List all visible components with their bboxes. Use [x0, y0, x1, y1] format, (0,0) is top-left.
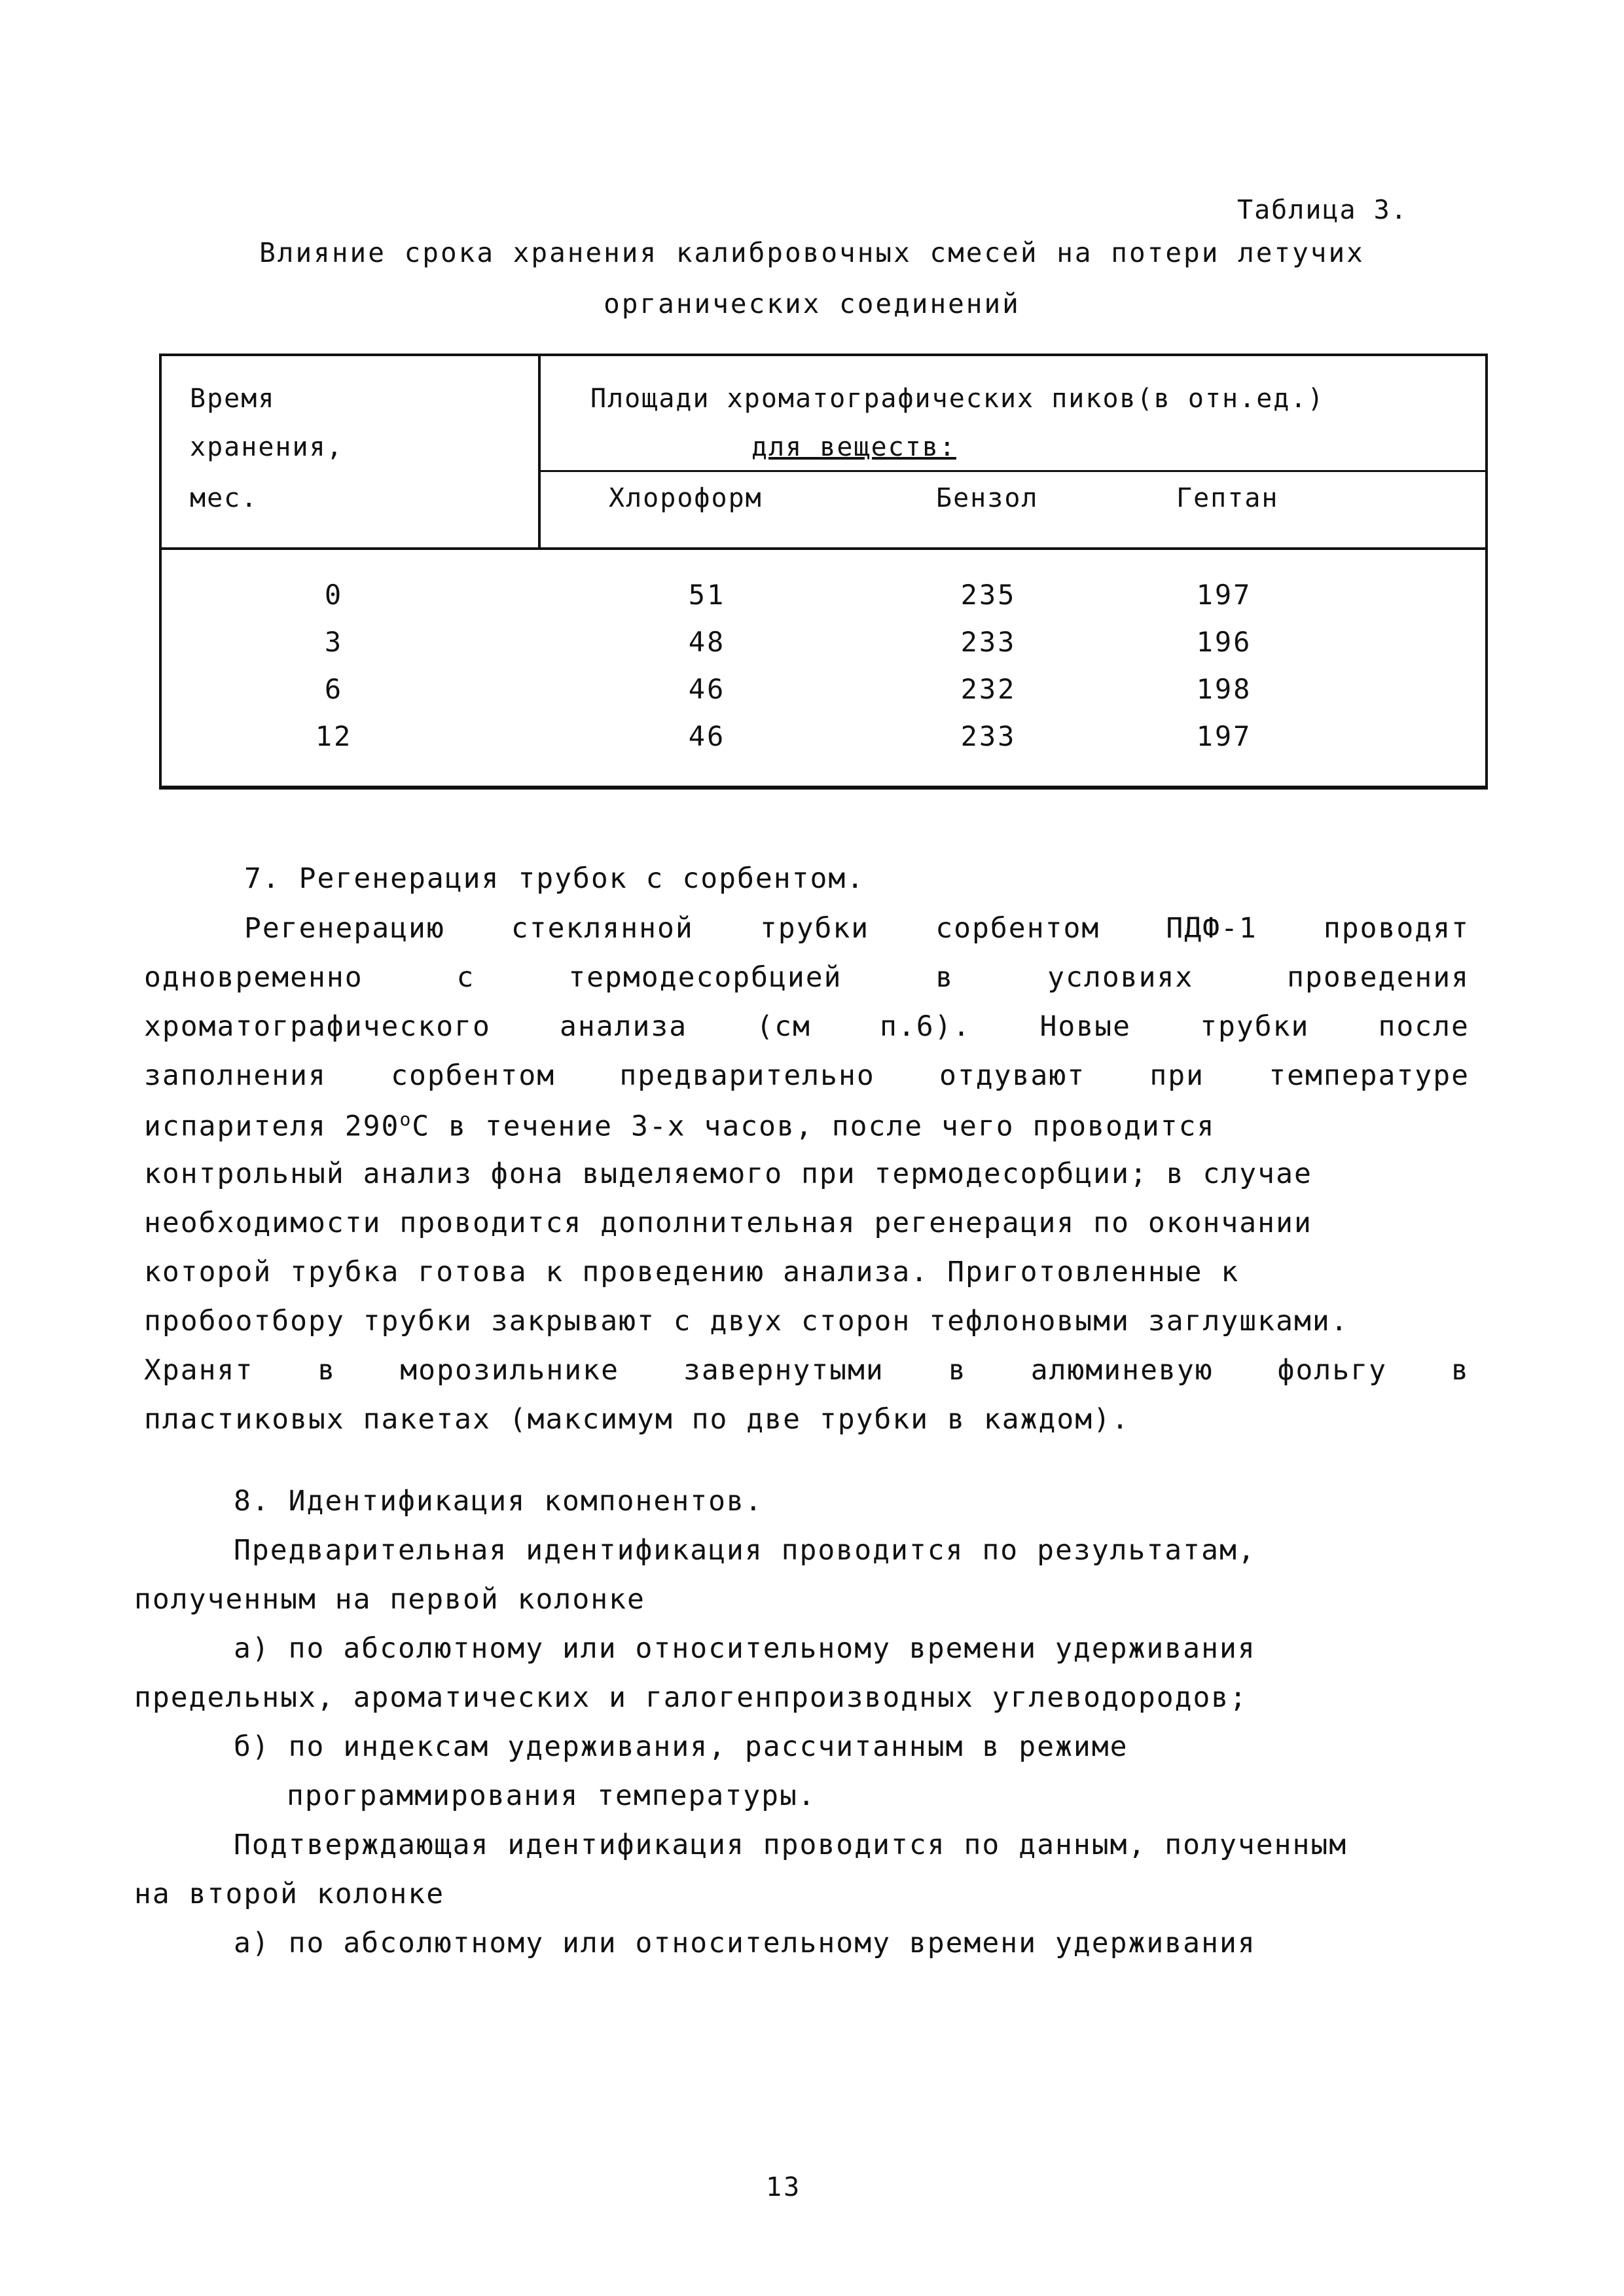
- word: условиях: [1047, 961, 1194, 994]
- line-text: испарителя 290: [144, 1110, 400, 1143]
- header-chloroform: Хлороформ: [609, 483, 763, 513]
- section-7-line: [144, 961, 1470, 994]
- word: в: [1451, 1354, 1470, 1387]
- cell-benzene: 235: [960, 579, 1017, 611]
- word: термодесорбцией: [568, 961, 842, 994]
- word: в: [948, 1354, 967, 1387]
- header-time-line3: мес.: [190, 483, 259, 513]
- header-benzene: Бензол: [936, 483, 1039, 513]
- word: Новые: [1039, 1010, 1131, 1043]
- cell-chloroform: 46: [688, 720, 726, 752]
- word: в: [935, 961, 954, 994]
- word: фольгу: [1277, 1354, 1387, 1387]
- word: алюминевую: [1030, 1354, 1214, 1387]
- section-7-line: контрольный анализ фона выделяемого при термодесорбции; в случае: [144, 1157, 1312, 1190]
- header-areas-line2: для веществ:: [751, 432, 956, 462]
- section-7-line: пластиковых пакетах (максимум по две трубки в каждом).: [144, 1403, 1130, 1436]
- word: анализа: [559, 1010, 688, 1043]
- section-8-line: программирования температуры.: [287, 1779, 816, 1812]
- table-bottom-border: [159, 786, 1488, 790]
- section-8-line: Подтверждающая идентификация проводится по данным, полученным: [234, 1829, 1348, 1861]
- table-title-line2: органических соединений: [604, 288, 1020, 319]
- word: Регенерацию: [244, 912, 445, 945]
- header-areas-line1: Площади хроматографических пиков(в отн.ед.): [590, 384, 1325, 414]
- line-text: С в течение 3-х часов, после чего проводится: [412, 1110, 1216, 1143]
- word: отдувают: [939, 1059, 1086, 1092]
- word: проведения: [1287, 961, 1470, 994]
- word: завернутыми: [683, 1354, 884, 1387]
- cell-heptane: 198: [1196, 673, 1252, 705]
- cell-heptane: 196: [1196, 626, 1252, 658]
- section-8-line: б) по индексам удерживания, рассчитанным в режиме: [234, 1730, 1128, 1763]
- word: трубки: [759, 912, 870, 945]
- table-top-border: [159, 354, 1488, 356]
- page-number: 13: [766, 2172, 802, 2202]
- word: сорбентом: [391, 1059, 556, 1092]
- word: с: [456, 961, 475, 994]
- word: при: [1149, 1059, 1204, 1092]
- table-subheader-divider: [538, 470, 1487, 472]
- word: стеклянной: [511, 912, 694, 945]
- cell-chloroform: 51: [688, 579, 726, 611]
- section-7-line: [144, 1010, 1470, 1043]
- cell-time: 3: [324, 626, 344, 658]
- table-column-divider: [538, 354, 541, 550]
- table-right-border: [1485, 354, 1488, 790]
- cell-benzene: 233: [960, 720, 1017, 752]
- word: Хранят: [144, 1354, 254, 1387]
- word: сорбентом: [935, 912, 1100, 945]
- word: одновременно: [144, 961, 363, 994]
- word: трубки: [1200, 1010, 1310, 1043]
- cell-heptane: 197: [1196, 579, 1252, 611]
- degree-sign: o: [399, 1108, 412, 1130]
- section-8-line: а) по абсолютному или относительному времени удерживания: [234, 1927, 1256, 1959]
- table-title-line1: Влияние срока хранения калибровочных смесей на потери летучих: [259, 237, 1365, 268]
- section-7-line: необходимости проводится дополнительная регенерация по окончании: [144, 1207, 1312, 1239]
- section-8-line: а) по абсолютному или относительному времени удерживания: [234, 1632, 1256, 1665]
- word: (см: [756, 1010, 811, 1043]
- header-heptane: Гептан: [1176, 483, 1279, 513]
- word: температуре: [1269, 1059, 1470, 1092]
- word: п.6).: [880, 1010, 971, 1043]
- section-7-line: пробоотбору трубки закрывают с двух сторон тефлоновыми заглушками.: [144, 1305, 1349, 1338]
- section-8-line: на второй колонке: [134, 1878, 445, 1910]
- section-7-line: [244, 912, 1470, 945]
- section-7-line: [144, 1059, 1470, 1092]
- table-left-border: [159, 354, 162, 790]
- section-8-line: Предварительная идентификация проводится по результатам,: [234, 1534, 1256, 1567]
- cell-time: 6: [324, 673, 344, 705]
- cell-chloroform: 46: [688, 673, 726, 705]
- cell-chloroform: 48: [688, 626, 726, 658]
- table-header-divider: [159, 547, 1488, 550]
- word: предварительно: [619, 1059, 875, 1092]
- word: после: [1378, 1010, 1470, 1043]
- section-7-line: которой трубка готова к проведению анализа. Приготовленные к: [144, 1256, 1240, 1288]
- cell-benzene: 233: [960, 626, 1017, 658]
- word: морозильнике: [400, 1354, 619, 1387]
- word: заполнения: [144, 1059, 327, 1092]
- cell-benzene: 232: [960, 673, 1017, 705]
- cell-time: 12: [315, 720, 353, 752]
- section-7-heading: 7. Регенерация трубок с сорбентом.: [244, 862, 865, 895]
- section-8-heading: 8. Идентификация компонентов.: [234, 1485, 763, 1518]
- header-time-line2: хранения,: [190, 432, 344, 462]
- word: проводят: [1323, 912, 1470, 945]
- word: хроматографического: [144, 1010, 491, 1043]
- cell-heptane: 197: [1196, 720, 1252, 752]
- header-time-line1: Время: [190, 384, 276, 414]
- section-8-line: полученным на первой колонке: [134, 1583, 645, 1616]
- table-caption: Таблица 3.: [1237, 195, 1408, 225]
- section-7-line-with-degree: [144, 1108, 1215, 1142]
- word: в: [317, 1354, 336, 1387]
- section-7-line: [144, 1354, 1470, 1387]
- section-8-line: предельных, ароматических и галогенпроизводных углеводородов;: [134, 1681, 1248, 1714]
- word: ПДФ-1: [1166, 912, 1257, 945]
- cell-time: 0: [324, 579, 344, 611]
